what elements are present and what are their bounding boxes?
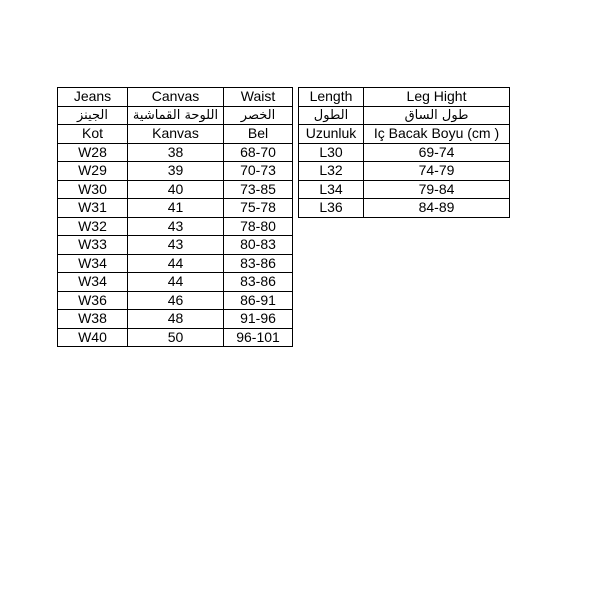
leg-range-cell: 74-79 <box>364 162 510 181</box>
waist-range-cell: 78-80 <box>224 217 293 236</box>
header-row-english <box>299 88 510 107</box>
waist-range-cell: 68-70 <box>224 143 293 162</box>
table-row <box>299 199 510 218</box>
waist-range-cell: 83-86 <box>224 273 293 292</box>
canvas-size-cell: 38 <box>128 143 224 162</box>
leg-range-cell: 79-84 <box>364 180 510 199</box>
canvas-size-cell: 39 <box>128 162 224 181</box>
jeans-size-cell: W40 <box>58 328 128 347</box>
length-size-cell: L32 <box>299 162 364 181</box>
length-size-cell: L34 <box>299 180 364 199</box>
table-row <box>58 217 293 236</box>
header-row-arabic <box>58 106 293 125</box>
header-tr-jeans: Kot <box>58 125 128 144</box>
header-en-leg-hight: Leg Hight <box>364 88 510 107</box>
table-row <box>58 328 293 347</box>
canvas-size-cell: 44 <box>128 273 224 292</box>
header-ar-waist: الخصر <box>224 106 293 125</box>
table-row <box>58 310 293 329</box>
leg-range-cell: 84-89 <box>364 199 510 218</box>
canvas-size-cell: 43 <box>128 236 224 255</box>
length-size-cell: L30 <box>299 143 364 162</box>
table-row <box>58 254 293 273</box>
table-row <box>299 162 510 181</box>
header-en-canvas: Canvas <box>128 88 224 107</box>
canvas-size-cell: 50 <box>128 328 224 347</box>
length-size-cell: L36 <box>299 199 364 218</box>
header-tr-waist: Bel <box>224 125 293 144</box>
header-tr-canvas: Kanvas <box>128 125 224 144</box>
header-ar-canvas: اللوحة القماشية <box>128 106 224 125</box>
table-row <box>58 291 293 310</box>
jeans-size-cell: W30 <box>58 180 128 199</box>
jeans-size-cell: W34 <box>58 254 128 273</box>
header-tr-leg-hight: Iç Bacak Boyu (cm ) <box>364 125 510 144</box>
jeans-size-cell: W31 <box>58 199 128 218</box>
header-ar-leg-hight: طول الساق <box>364 106 510 125</box>
waist-range-cell: 91-96 <box>224 310 293 329</box>
jeans-size-cell: W28 <box>58 143 128 162</box>
jeans-size-cell: W36 <box>58 291 128 310</box>
header-ar-length: الطول <box>299 106 364 125</box>
header-en-length: Length <box>299 88 364 107</box>
leg-range-cell: 69-74 <box>364 143 510 162</box>
waist-range-cell: 80-83 <box>224 236 293 255</box>
waist-range-cell: 73-85 <box>224 180 293 199</box>
table-row <box>299 180 510 199</box>
jeans-size-cell: W38 <box>58 310 128 329</box>
header-row-turkish <box>299 125 510 144</box>
header-row-english <box>58 88 293 107</box>
jeans-size-table <box>57 87 293 347</box>
canvas-size-cell: 43 <box>128 217 224 236</box>
table-row <box>58 143 293 162</box>
jeans-size-cell: W34 <box>58 273 128 292</box>
header-en-waist: Waist <box>224 88 293 107</box>
jeans-size-cell: W33 <box>58 236 128 255</box>
canvas-size-cell: 46 <box>128 291 224 310</box>
header-row-turkish <box>58 125 293 144</box>
size-chart <box>57 87 510 347</box>
table-row <box>58 162 293 181</box>
waist-range-cell: 75-78 <box>224 199 293 218</box>
table-row <box>299 143 510 162</box>
canvas-size-cell: 40 <box>128 180 224 199</box>
canvas-size-cell: 48 <box>128 310 224 329</box>
jeans-size-cell: W29 <box>58 162 128 181</box>
header-ar-jeans: الجينز <box>58 106 128 125</box>
header-row-arabic <box>299 106 510 125</box>
table-row <box>58 236 293 255</box>
canvas-size-cell: 41 <box>128 199 224 218</box>
jeans-size-cell: W32 <box>58 217 128 236</box>
header-en-jeans: Jeans <box>58 88 128 107</box>
waist-range-cell: 86-91 <box>224 291 293 310</box>
waist-range-cell: 83-86 <box>224 254 293 273</box>
table-row <box>58 273 293 292</box>
canvas-size-cell: 44 <box>128 254 224 273</box>
header-tr-length: Uzunluk <box>299 125 364 144</box>
table-row <box>58 199 293 218</box>
waist-range-cell: 96-101 <box>224 328 293 347</box>
length-size-table <box>298 87 510 218</box>
waist-range-cell: 70-73 <box>224 162 293 181</box>
table-row <box>58 180 293 199</box>
